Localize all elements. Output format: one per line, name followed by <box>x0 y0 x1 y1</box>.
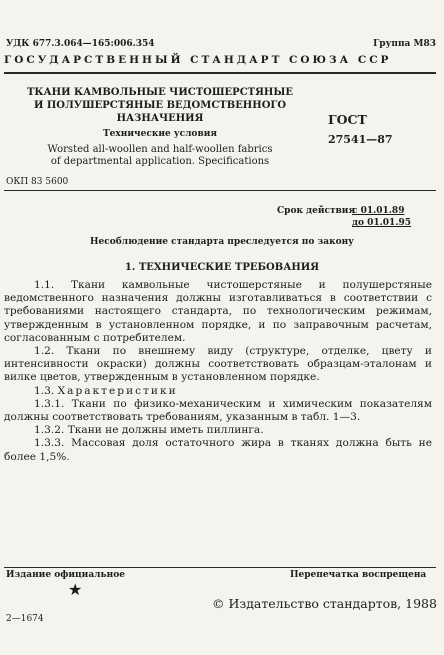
document-subtitle: Технические условия <box>102 129 218 139</box>
clause-1-3-title: Характеристики <box>57 384 178 397</box>
header-divider <box>4 72 436 74</box>
title-line: ТКАНИ КАМВОЛЬНЫЕ ЧИСТОШЕРСТЯНЫЕ <box>26 87 293 98</box>
title-line: НАЗНАЧЕНИЯ <box>116 113 204 124</box>
requirements-body <box>4 279 432 464</box>
gost-number: 27541—87 <box>328 133 393 146</box>
title-line: И ПОЛУШЕРСТЯНЫЕ ВЕДОМСТВЕННОГО <box>33 100 287 111</box>
title-divider <box>4 190 436 191</box>
clause-1-3-2: 1.3.2. Ткани не должны иметь пиллинга. <box>34 424 264 437</box>
state-standard-title: ГОСУДАРСТВЕННЫЙ СТАНДАРТ СОЮЗА ССР <box>4 54 392 66</box>
copyright: © Издательство стандартов, 1988 <box>212 596 437 611</box>
clause-1-3-1: 1.3.1. Ткани по физико-механическим и химическим показателям должны соответствовать требованиям, указанным в табл. 1—3. <box>4 397 432 424</box>
footer-divider <box>4 567 436 568</box>
english-title-line: of departmental application. Specifications <box>50 156 270 167</box>
validity-from: с 01.01.89 <box>352 206 405 216</box>
clause-1-2: 1.2. Ткани по внешнему виду (структуре, отделке, цвету и интенсивности окраски) должны соответствовать образцам-эталонам и вилке цветов, утвержденным в установленном порядке. <box>4 345 432 384</box>
clause-1-3-3: 1.3.3. Массовая доля остаточного жира в тканях должна быть не более 1,5%. <box>4 437 432 463</box>
english-title-line: Worsted all-woollen and half-woollen fabrics <box>47 144 273 155</box>
validity-label: Срок действия <box>277 206 356 216</box>
official-edition: Издание официальное <box>6 570 125 580</box>
star-icon: ★ <box>68 580 83 599</box>
clause-1-3-number: 1.3. <box>34 384 55 397</box>
section-heading: 1. ТЕХНИЧЕСКИЕ ТРЕБОВАНИЯ <box>124 262 320 273</box>
law-notice: Несоблюдение стандарта преследуется по закону <box>90 237 354 247</box>
clause-1-1: 1.1. Ткани камвольные чистошерстяные и полушерстяные ведомственного назначения должны изготавливаться в соответствии с требованиями настоящего стандарта, по технологическим режимам, утвержденным в установленном порядке, и по заправочным расчетам, согласованным с потребителем. <box>4 279 432 344</box>
gost-label: ГОСТ <box>328 112 367 127</box>
okp-code: ОКП 83 5600 <box>6 177 69 187</box>
print-code: 2—1674 <box>6 614 44 624</box>
group-code: Группа М83 <box>373 39 436 49</box>
document-title <box>0 86 320 125</box>
validity-to: до 01.01.95 <box>352 218 411 228</box>
clause-1-3 <box>4 385 432 398</box>
reprint-notice: Перепечатка воспрещена <box>290 570 427 580</box>
udk-code: УДК 677.3.064—165:006.354 <box>6 39 155 49</box>
english-title <box>0 144 320 168</box>
